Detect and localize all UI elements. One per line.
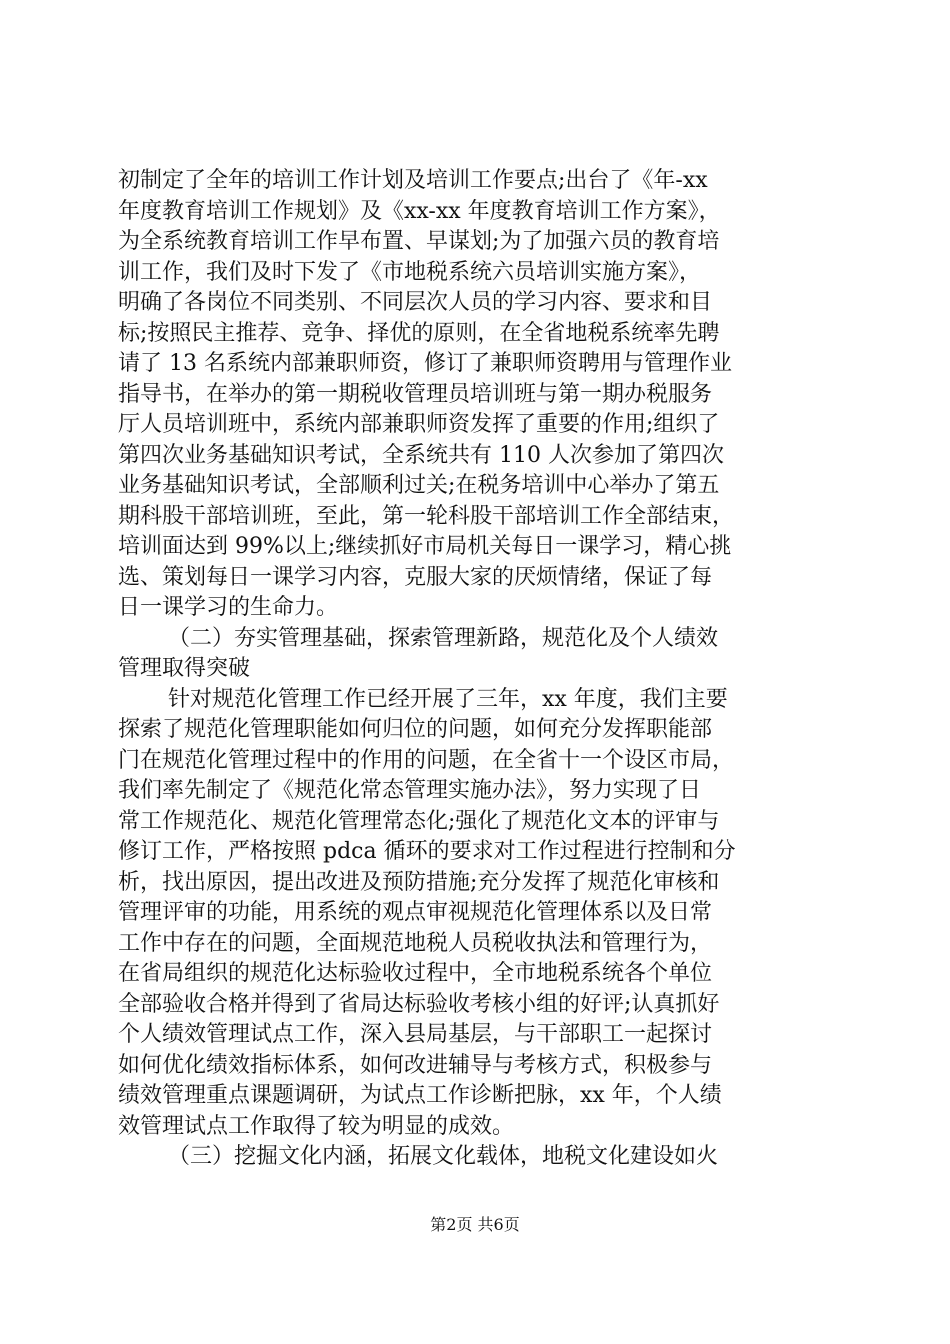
text-line: 我们率先制定了《规范化常态管理实施办法》，努力实现了日 (118, 778, 702, 803)
text-line: 培训面达到 99%以上;继续抓好市局机关每日一课学习，精心挑 (118, 534, 732, 559)
page-number-footer: 第2页 共6页 (430, 1215, 520, 1234)
text-line: 明确了各岗位不同类别、不同层次人员的学习内容、要求和目 (118, 290, 713, 315)
text-line: 日一课学习的生命力。 (118, 595, 339, 620)
text-line: 全部验收合格并得到了省局达标验收考核小组的好评;认真抓好 (118, 991, 720, 1017)
text-line: 期科股干部培训班，至此，第一轮科股干部培训工作全部结束， (118, 503, 735, 529)
text-line: 初制定了全年的培训工作计划及培训工作要点;出台了《年-xx (118, 168, 708, 193)
text-line: 年度教育培训工作规划》及《xx-xx 年度教育培训工作方案》， (118, 198, 721, 224)
text-line: 常工作规范化、规范化管理常态化;强化了规范化文本的评审与 (118, 808, 720, 834)
body-text (118, 166, 838, 1173)
text-line: 请了 13 名系统内部兼职师资，修订了兼职师资聘用与管理作业 (118, 351, 732, 376)
text-line: 门在规范化管理过程中的作用的问题，在全省十一个设区市局， (118, 747, 735, 773)
text-line: 厅人员培训班中，系统内部兼职师资发挥了重要的作用;组织了 (118, 412, 720, 437)
text-line: 训工作，我们及时下发了《市地税系统六员培训实施方案》， (118, 259, 702, 285)
section-heading-continued: 管理取得突破 (118, 656, 251, 681)
text-line: 标;按照民主推荐、竞争、择优的原则，在全省地税系统率先聘 (118, 320, 720, 346)
text-line: 针对规范化管理工作已经开展了三年，xx 年度，我们主要 (168, 686, 728, 712)
section-heading: （三）挖掘文化内涵，拓展文化载体，地税文化建设如火 (168, 1144, 719, 1169)
text-line: 探索了规范化管理职能如何归位的问题，如何充分发挥职能部 (118, 717, 713, 742)
text-line: 修订工作，严格按照 pdca 循环的要求对工作过程进行控制和分 (118, 839, 736, 864)
text-line: 为全系统教育培训工作早布置、早谋划;为了加强六员的教育培 (118, 229, 720, 254)
text-line: 第四次业务基础知识考试，全系统共有 110 人次参加了第四次 (118, 442, 724, 468)
text-line: 管理评审的功能，用系统的观点审视规范化管理体系以及日常 (118, 900, 713, 925)
text-line: 在省局组织的规范化达标验收过程中，全市地税系统各个单位 (118, 961, 713, 986)
text-line: 如何优化绩效指标体系，如何改进辅导与考核方式，积极参与 (118, 1052, 713, 1078)
text-line: 选、策划每日一课学习内容，克服大家的厌烦情绪，保证了每 (118, 564, 713, 590)
text-line: 效管理试点工作取得了较为明显的成效。 (118, 1113, 515, 1139)
text-line: 工作中存在的问题，全面规范地税人员税收执法和管理行为， (118, 930, 713, 956)
section-heading: （二）夯实管理基础，探索管理新路，规范化及个人绩效 (168, 625, 719, 651)
text-line: 个人绩效管理试点工作，深入县局基层，与干部职工一起探讨 (118, 1022, 713, 1047)
text-line: 析，找出原因，提出改进及预防措施;充分发挥了规范化审核和 (118, 869, 720, 895)
text-line: 指导书，在举办的第一期税收管理员培训班与第一期办税服务 (118, 381, 713, 407)
text-line: 绩效管理重点课题调研，为试点工作诊断把脉，xx 年，个人绩 (118, 1083, 722, 1108)
text-line: 业务基础知识考试，全部顺利过关;在税务培训中心举办了第五 (118, 473, 720, 498)
